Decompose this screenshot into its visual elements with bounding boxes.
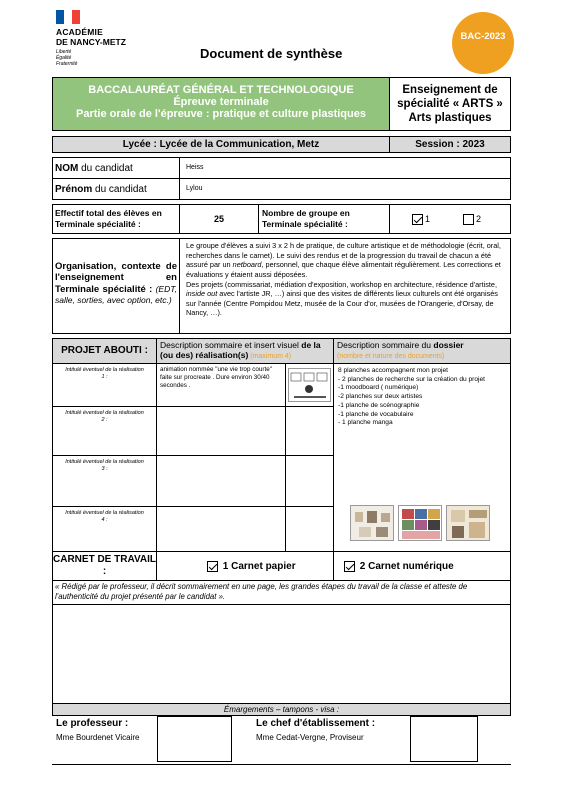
organisation-text [179,238,511,334]
col3-b: dossier [433,340,464,350]
groups-options [389,204,511,234]
realisation-1-text: animation nommée "une vie trop courte" faite sur procreate . Dure environ 30/40 secondes . [160,366,272,390]
projet-col2-header [156,338,334,364]
realisation-label: Intitulé éventuel de la réalisation [65,367,144,373]
organisation-p1: Le groupe d'élèves a suivi 3 x 2 h de pratique, de culture artistique et de méthodologie (écrit, oral, recherches dans le carnet). Le suivi des rendus et de la progression du travail de chacun a été assuré par un [186,241,501,270]
redige-note: « Rédigé par le professeur, il décrit sommairement en une page, les grandes étapes du travail de la classe et atteste de l'authenticité du projet présenté par le candidat ». [52,580,511,605]
chef-name: Mme Cedat-Vergne, Proviseur [256,733,364,742]
chef-signature-box[interactable] [410,716,478,762]
organisation-p2-end: avec l'artiste JR, …) ainsi que des visites de différents lieux culturels ont été organisés sur l'année (Centre Pompidou Metz, musée de la Cour d'or, musées de l'Orangerie, d'Orsay, de Nancy, …). [186,289,498,318]
prenom-label-bold: Prénom [55,184,93,195]
dossier-thumbnail-2 [398,505,442,541]
realisation-row-4-desc[interactable] [156,506,286,552]
carnet-option-1 [156,551,334,581]
carnet-papier-checkbox[interactable] [207,561,218,572]
dossier-thumbnail-1 [350,505,394,541]
carnet-papier-label: 1 Carnet papier [222,561,296,573]
dossier-line-1: 8 planches accompagnent mon projet [338,367,448,374]
academy-name: ACADÉMIE [56,27,103,37]
animation-thumbnail [288,368,331,402]
nom-label-bold: NOM [55,163,79,174]
emargements-label: Émargements – tampons - visa : [52,703,511,716]
realisation-number: 2 : [101,417,108,424]
nom-field[interactable] [179,157,511,179]
title-line3: Partie orale de l'épreuve : pratique et culture plastiques [76,108,366,120]
marianne-flag [56,10,80,24]
realisation-row-3-visual[interactable] [285,455,334,507]
group-2-label: 2 [476,214,482,224]
prenom-label-rest: du candidat [92,184,147,195]
prenom-label [52,178,180,200]
organisation-label-italic: (EDT, salle, sorties, avec option, etc.) [55,283,177,306]
realisation-row-1-visual [285,363,334,407]
dossier-thumbnail-3 [446,505,490,541]
prenom-field[interactable] [179,178,511,200]
projet-col3-header [333,338,511,364]
carnet-numerique-checkbox[interactable] [344,561,355,572]
organisation-label-bold: Organisation, contexte de l'enseignement en Terminale spécialité : [55,261,177,295]
prof-name: Mme Bourdenet Vicaire [56,733,140,742]
lycee-name: Lycée : Lycée de la Communication, Metz [52,136,390,153]
realisation-label: Intitulé éventuel de la réalisation [65,410,144,416]
title-line1: BACCALAURÉAT GÉNÉRAL ET TECHNOLOGIQUE [88,84,354,96]
dossier-line-4: -2 planches sur deux artistes [338,393,423,401]
session: Session : 2023 [389,136,511,153]
motto-2: Égalité [56,55,72,61]
effectif-label: Effectif total des élèves en Terminale spécialité : [52,204,180,234]
prenom-value: Lylou [186,185,203,192]
organisation-p2: Des projets (commissariat, médiation d'exposition, workshop en architecture, résidence d'artiste, [186,279,498,289]
dossier-line-6: -1 planche de vocabulaire [338,410,414,418]
realisation-row-3-desc[interactable] [156,455,286,507]
col2-b: de la (ou des) réalisation(s) [160,340,321,361]
realisation-row-4-label [52,506,157,552]
motto-1: Liberté [56,49,72,55]
effectif-value: 25 [179,204,259,234]
carnet-label: CARNET DE TRAVAIL : [52,551,157,581]
nom-value: Heiss [186,164,204,171]
motto-3: Fraternité [56,61,78,67]
dossier-line-7: - 1 planche manga [338,419,393,427]
realisation-row-4-visual[interactable] [285,506,334,552]
bac-badge-label: BAC-2023 [460,30,506,42]
projet-label: PROJET ABOUTI : [52,338,157,364]
organisation-p1-end: , personnel, que chaque élève alimentait régulièrement. Les corrections et évaluations y étaient aussi déposées. [186,260,501,279]
bac-badge [452,12,514,74]
nom-label-rest: du candidat [78,163,133,174]
col3-a: Description sommaire du [337,340,434,350]
carnet-numerique-label: 2 Carnet numérique [359,561,454,573]
redige-area[interactable] [52,604,511,704]
realisation-number: 1 : [101,374,108,381]
realisation-row-2-visual[interactable] [285,406,334,456]
col2-c: (maximum 4) [248,353,292,361]
dossier-line-2: - 2 planches de recherche sur la création du projet [338,375,485,383]
doc-title: Document de synthèse [200,46,343,61]
group-1-checkbox[interactable] [412,214,423,225]
organisation-p2-italic: inside out [186,289,218,299]
prof-label: Le professeur : [56,718,129,729]
realisation-number: 4 : [101,517,108,524]
col2-a: Description sommaire et insert visuel [160,340,302,350]
dossier-line-3: -1 moodboard ( numérique) [338,384,419,392]
title-block [52,77,390,131]
organisation-p1-italic: netboard [232,260,262,270]
groups-label: Nombre de groupe en Terminale spécialité : [258,204,390,234]
realisation-row-1-desc [156,363,286,407]
academy-logo [52,10,152,68]
carnet-option-2 [333,551,511,581]
col3-c: (nombre et nature des documents) [337,353,445,361]
realisation-row-2-desc[interactable] [156,406,286,456]
signature-bottom-line [52,764,511,765]
realisation-label: Intitulé éventuel de la réalisation [65,510,144,516]
chef-label: Le chef d'établissement : [256,718,376,729]
prof-signature-box[interactable] [157,716,232,762]
dossier-line-5: -1 planche de scénographie [338,401,420,409]
realisation-label: Intitulé éventuel de la réalisation [65,459,144,465]
group-1-label: 1 [425,214,431,224]
nom-label [52,157,180,179]
specialty-title: Enseignement de spécialité « ARTS » Arts plastiques [389,77,511,131]
realisation-number: 3 : [101,466,108,473]
realisation-row-1-label [52,363,157,407]
group-2-checkbox[interactable] [463,214,474,225]
organisation-label [52,238,180,334]
title-line2: Épreuve terminale [173,96,269,108]
academy-region: DE NANCY-METZ [56,37,126,47]
realisation-row-3-label [52,455,157,507]
realisation-row-2-label [52,406,157,456]
